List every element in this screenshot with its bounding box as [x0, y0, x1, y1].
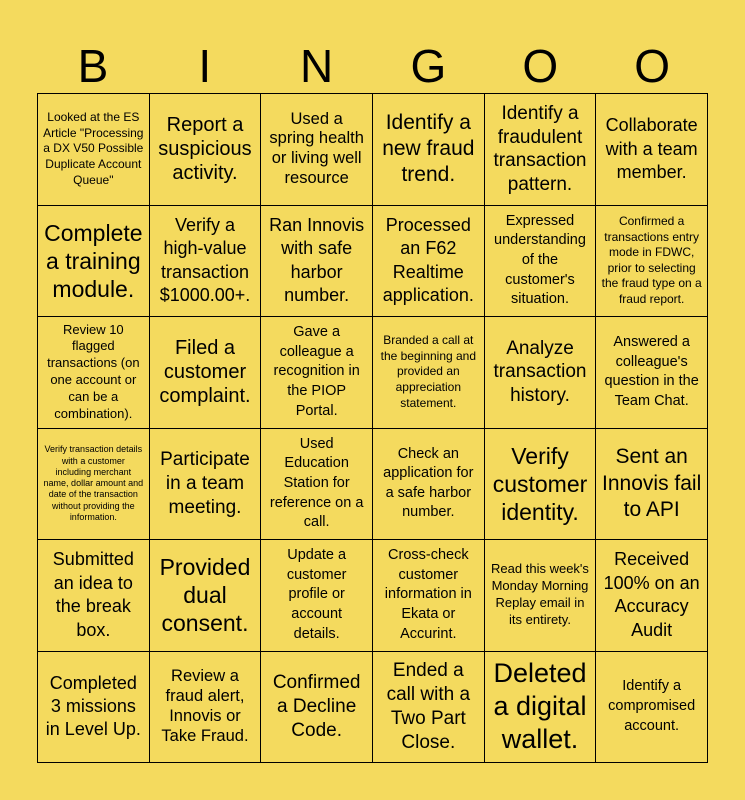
bingo-cell[interactable]: Review 10 flagged transactions (on one account or can be a combination). — [38, 317, 150, 429]
bingo-cell[interactable]: Ended a call with a Two Part Close. — [373, 652, 485, 764]
bingo-cell[interactable]: Answered a colleague's question in the Team Chat. — [596, 317, 708, 429]
bingo-cell[interactable]: Identify a fraudulent transaction pattern. — [485, 94, 597, 206]
bingo-cell[interactable]: Verify transaction details with a customer including merchant name, dollar amount and date of the transaction without providing the information. — [38, 429, 150, 541]
bingo-cell[interactable]: Verify a high-value transaction $1000.00+. — [150, 206, 262, 318]
bingo-cell[interactable]: Review a fraud alert, Innovis or Take Fraud. — [150, 652, 262, 764]
bingo-cell[interactable]: Received 100% on an Accuracy Audit — [596, 540, 708, 652]
header-letter-o: O — [522, 40, 559, 92]
bingo-cell[interactable]: Report a suspicious activity. — [150, 94, 262, 206]
bingo-cell[interactable]: Read this week's Monday Morning Replay email in its entirety. — [485, 540, 597, 652]
bingo-cell[interactable]: Looked at the ES Article "Processing a DX V50 Possible Duplicate Account Queue" — [38, 94, 150, 206]
bingo-board — [37, 93, 708, 763]
bingo-cell[interactable]: Identify a new fraud trend. — [373, 94, 485, 206]
bingo-cell[interactable]: Participate in a team meeting. — [150, 429, 262, 541]
bingo-cell[interactable]: Filed a customer complaint. — [150, 317, 262, 429]
header-letter-b: B — [77, 40, 109, 92]
bingo-cell[interactable]: Cross-check customer information in Ekata or Accurint. — [373, 540, 485, 652]
bingo-cell[interactable]: Update a customer profile or account details. — [261, 540, 373, 652]
bingo-cell[interactable]: Analyze transaction history. — [485, 317, 597, 429]
header-letter-o-2: O — [634, 40, 670, 92]
bingo-cell[interactable]: Identify a compromised account. — [596, 652, 708, 764]
bingo-cell[interactable]: Submitted an idea to the break box. — [38, 540, 150, 652]
header-letter-i: I — [198, 40, 212, 92]
bingo-cell[interactable]: Confirmed a transactions entry mode in FDWC, prior to selecting the fraud type on a fraud report. — [596, 206, 708, 318]
bingo-cell[interactable]: Collaborate with a team member. — [596, 94, 708, 206]
header-letter-g: G — [410, 40, 447, 92]
bingo-cell[interactable]: Completed 3 missions in Level Up. — [38, 652, 150, 764]
bingo-cell[interactable]: Processed an F62 Realtime application. — [373, 206, 485, 318]
bingo-cell[interactable]: Used Education Station for reference on a call. — [261, 429, 373, 541]
bingo-cell[interactable]: Branded a call at the beginning and provided an appreciation statement. — [373, 317, 485, 429]
bingo-cell[interactable]: Expressed understanding of the customer's situation. — [485, 206, 597, 318]
bingo-cell[interactable]: Deleted a digital wallet. — [485, 652, 597, 764]
bingo-cell[interactable]: Confirmed a Decline Code. — [261, 652, 373, 764]
bingo-header — [37, 38, 708, 94]
header-letter-n: N — [299, 40, 334, 92]
bingo-cell[interactable]: Provided dual consent. — [150, 540, 262, 652]
bingo-cell[interactable]: Gave a colleague a recognition in the PIOP Portal. — [261, 317, 373, 429]
bingo-cell[interactable]: Ran Innovis with safe harbor number. — [261, 206, 373, 318]
bingo-cell[interactable]: Complete a training module. — [38, 206, 150, 318]
bingo-cell[interactable]: Verify customer identity. — [485, 429, 597, 541]
bingo-cell[interactable]: Check an application for a safe harbor number. — [373, 429, 485, 541]
bingo-cell[interactable]: Sent an Innovis fail to API — [596, 429, 708, 541]
bingo-cell[interactable]: Used a spring health or living well resource — [261, 94, 373, 206]
